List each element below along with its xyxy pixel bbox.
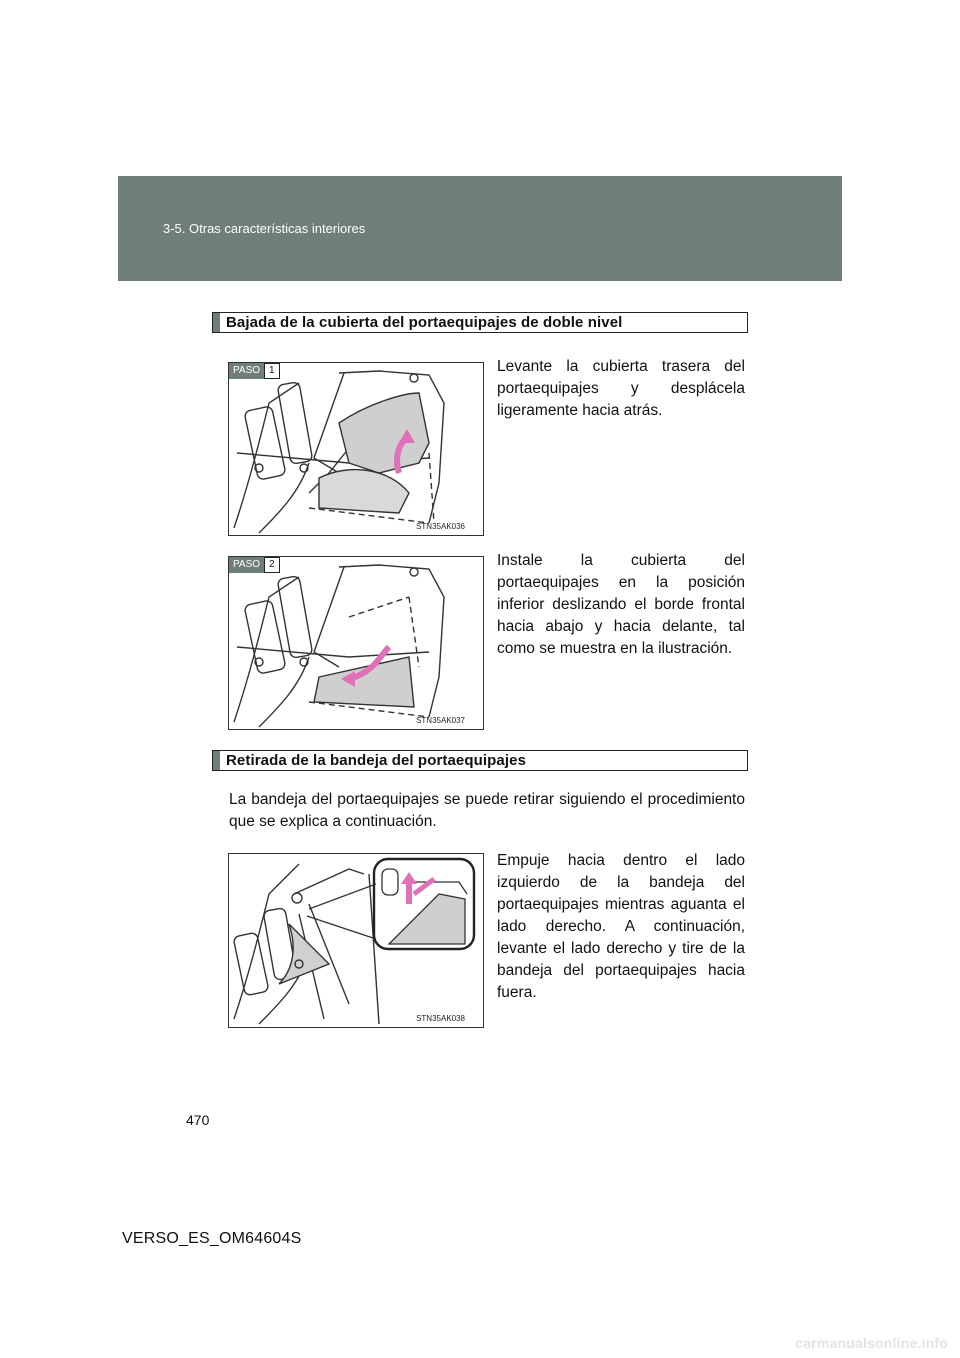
trunk-illustration-1 xyxy=(229,363,483,535)
trunk-illustration-3 xyxy=(229,854,483,1027)
section-heading-lowering-cover xyxy=(212,312,748,333)
heading-marker xyxy=(213,313,220,332)
illustration-tray-removal xyxy=(228,853,484,1028)
illustration-step-2 xyxy=(228,556,484,730)
illustration-step-1 xyxy=(228,362,484,536)
section-title: 3-5. Otras características interiores xyxy=(163,221,366,236)
watermark: carmanualsonline.info xyxy=(795,1335,948,1351)
step-1-text: Levante la cubierta trasera del portaequipajes y desplácela ligeramente hacia atrás. xyxy=(497,358,745,419)
step-2-text: Instale la cubierta del portaequipajes en la posición inferior deslizando el borde frontal hacia abajo y hacia delante, tal como se muestra en la ilustración. xyxy=(497,552,745,657)
step-word: PASO xyxy=(229,557,264,573)
tray-removal-text: Empuje hacia dentro el lado izquierdo de la bandeja del portaequipajes mientras aguanta el lado derecho. A continuación, levante el lado derecho y tire de la bandeja del portaequipajes hacia fuera. xyxy=(497,852,745,1001)
step-word: PASO xyxy=(229,363,264,379)
figure-code: STN35AK036 xyxy=(416,522,465,531)
trunk-illustration-2 xyxy=(229,557,483,729)
removal-intro-text: La bandeja del portaequipajes se puede retirar siguiendo el procedimiento que se explica a continuación. xyxy=(229,791,745,830)
step-number: 1 xyxy=(264,363,280,379)
step-badge-2 xyxy=(229,557,280,573)
figure-code: STN35AK037 xyxy=(416,716,465,725)
section-heading-removing-tray xyxy=(212,750,748,771)
document-code: VERSO_ES_OM64604S xyxy=(122,1230,302,1247)
heading-label: Bajada de la cubierta del portaequipajes de doble nivel xyxy=(226,314,623,331)
heading-marker xyxy=(213,751,220,770)
figure-code: STN35AK038 xyxy=(416,1014,465,1023)
page-number: 470 xyxy=(186,1112,210,1128)
step-badge-1 xyxy=(229,363,280,379)
heading-label: Retirada de la bandeja del portaequipajes xyxy=(226,752,527,769)
step-number: 2 xyxy=(264,557,280,573)
